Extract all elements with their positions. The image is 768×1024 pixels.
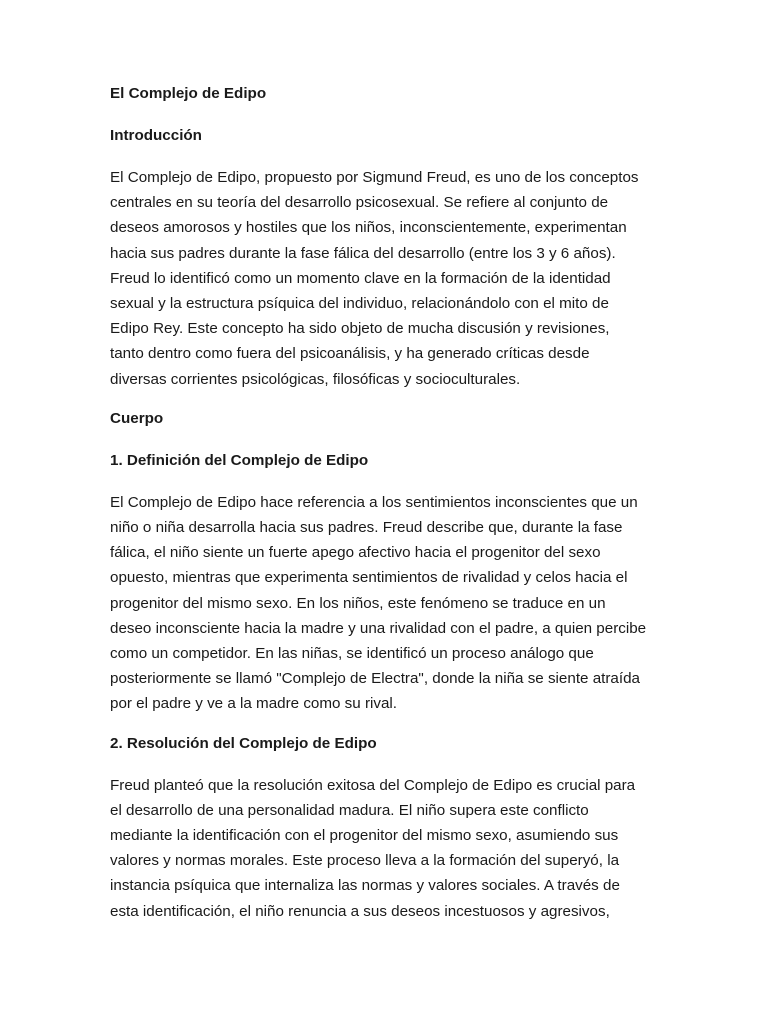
text-line: El Complejo de Edipo hace referencia a los sentimientos inconscientes que un <box>110 493 638 511</box>
text-line: centrales en su teoría del desarrollo psicosexual. Se refiere al conjunto de <box>110 194 609 212</box>
document-title: El Complejo de Edipo <box>110 85 267 102</box>
paragraph-definition <box>110 490 660 717</box>
paragraph-resolution <box>110 773 660 924</box>
text-line: valores y normas morales. Este proceso lleva a la formación del superyó, la <box>110 852 620 870</box>
section-heading-definition: 1. Definición del Complejo de Edipo <box>110 451 369 469</box>
text-line: posteriormente se llamó "Complejo de Electra", donde la niña se siente atraída <box>110 670 640 688</box>
paragraph-introduction <box>110 165 660 392</box>
text-line: sexual y la estructura psíquica del individuo, relacionándolo con el mito de <box>110 295 609 313</box>
text-line: tanto dentro como fuera del psicoanálisis, y ha generado críticas desde <box>110 345 590 363</box>
text-line: opuesto, mientras que experimenta sentimientos de rivalidad y celos hacia el <box>110 569 628 587</box>
text-line: El Complejo de Edipo, propuesto por Sigmund Freud, es uno de los conceptos <box>110 169 639 186</box>
text-line: progenitor del mismo sexo. En los niños, este fenómeno se traduce en un <box>110 594 606 612</box>
text-line: esta identificación, el niño renuncia a sus deseos incestuosos y agresivos, <box>110 902 610 920</box>
text-line: mediante la identificación con el progenitor del mismo sexo, asumiendo sus <box>110 827 619 845</box>
text-line: deseo inconsciente hacia la madre y una rivalidad con el padre, a quien percibe <box>110 619 647 637</box>
section-heading-introduction: Introducción <box>110 127 202 144</box>
text-line: Edipo Rey. Este concepto ha sido objeto de mucha discusión y revisiones, <box>110 320 610 338</box>
text-line: por el padre y ve a la madre como su rival. <box>110 695 398 713</box>
section-heading-body: Cuerpo <box>110 409 164 427</box>
text-line: niño o niña desarrolla hacia sus padres. Freud describe que, durante la fase <box>110 519 623 537</box>
text-line: fálica, el niño siente un fuerte apego afectivo hacia el progenitor del sexo <box>110 544 601 562</box>
text-line: como un competidor. En las niñas, se identificó un proceso análogo que <box>110 645 594 663</box>
text-line: instancia psíquica que internaliza las normas y valores sociales. A través de <box>110 877 620 895</box>
text-line: deseos amorosos y hostiles que los niños, inconscientemente, experimentan <box>110 219 627 237</box>
text-line: diversas corrientes psicológicas, filosóficas y socioculturales. <box>110 370 521 388</box>
text-line: el desarrollo de una personalidad madura. El niño supera este conflicto <box>110 801 589 819</box>
text-line: hacia sus padres durante la fase fálica del desarrollo (entre los 3 y 6 años). <box>110 244 616 262</box>
document-page <box>110 84 660 924</box>
text-line: Freud lo identificó como un momento clave en la formación de la identidad <box>110 269 611 287</box>
text-line: Freud planteó que la resolución exitosa del Complejo de Edipo es crucial para <box>110 776 636 794</box>
section-heading-resolution: 2. Resolución del Complejo de Edipo <box>110 734 377 752</box>
